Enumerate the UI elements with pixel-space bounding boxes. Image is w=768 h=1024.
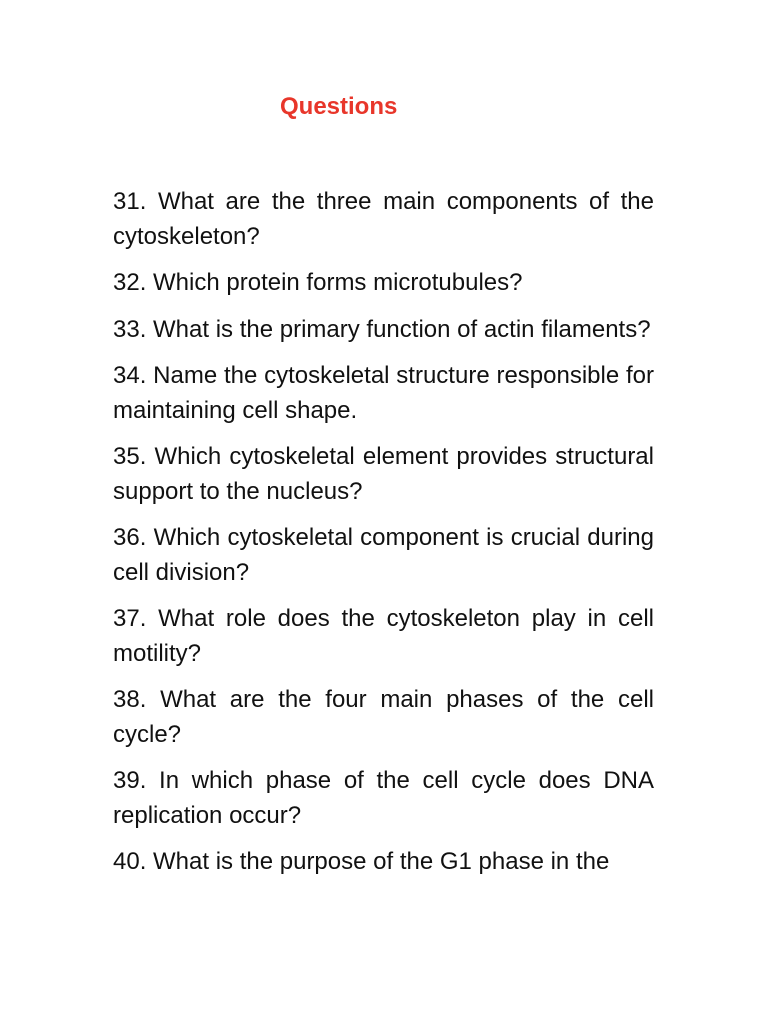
question-item: 31. What are the three main components of the cytoskeleton? [113,188,654,250]
question-list [113,185,654,892]
question-item: 32. Which protein forms microtubules? [113,269,523,296]
question-item: 35. Which cytoskeletal element provides structural support to the nucleus? [113,443,654,505]
question-item: 39. In which phase of the cell cycle does DNA replication occur? [113,767,654,829]
question-item: 34. Name the cytoskeletal structure responsible for maintaining cell shape. [113,362,654,424]
page-title: Questions [280,93,398,120]
question-item: 33. What is the primary function of actin filaments? [113,315,651,343]
question-item: 38. What are the four main phases of the cell cycle? [113,686,654,748]
question-item: 40. What is the purpose of the G1 phase in the [113,848,610,875]
question-item: 37. What role does the cytoskeleton play in cell motility? [113,605,654,667]
question-item: 36. Which cytoskeletal component is crucial during cell division? [113,524,654,586]
